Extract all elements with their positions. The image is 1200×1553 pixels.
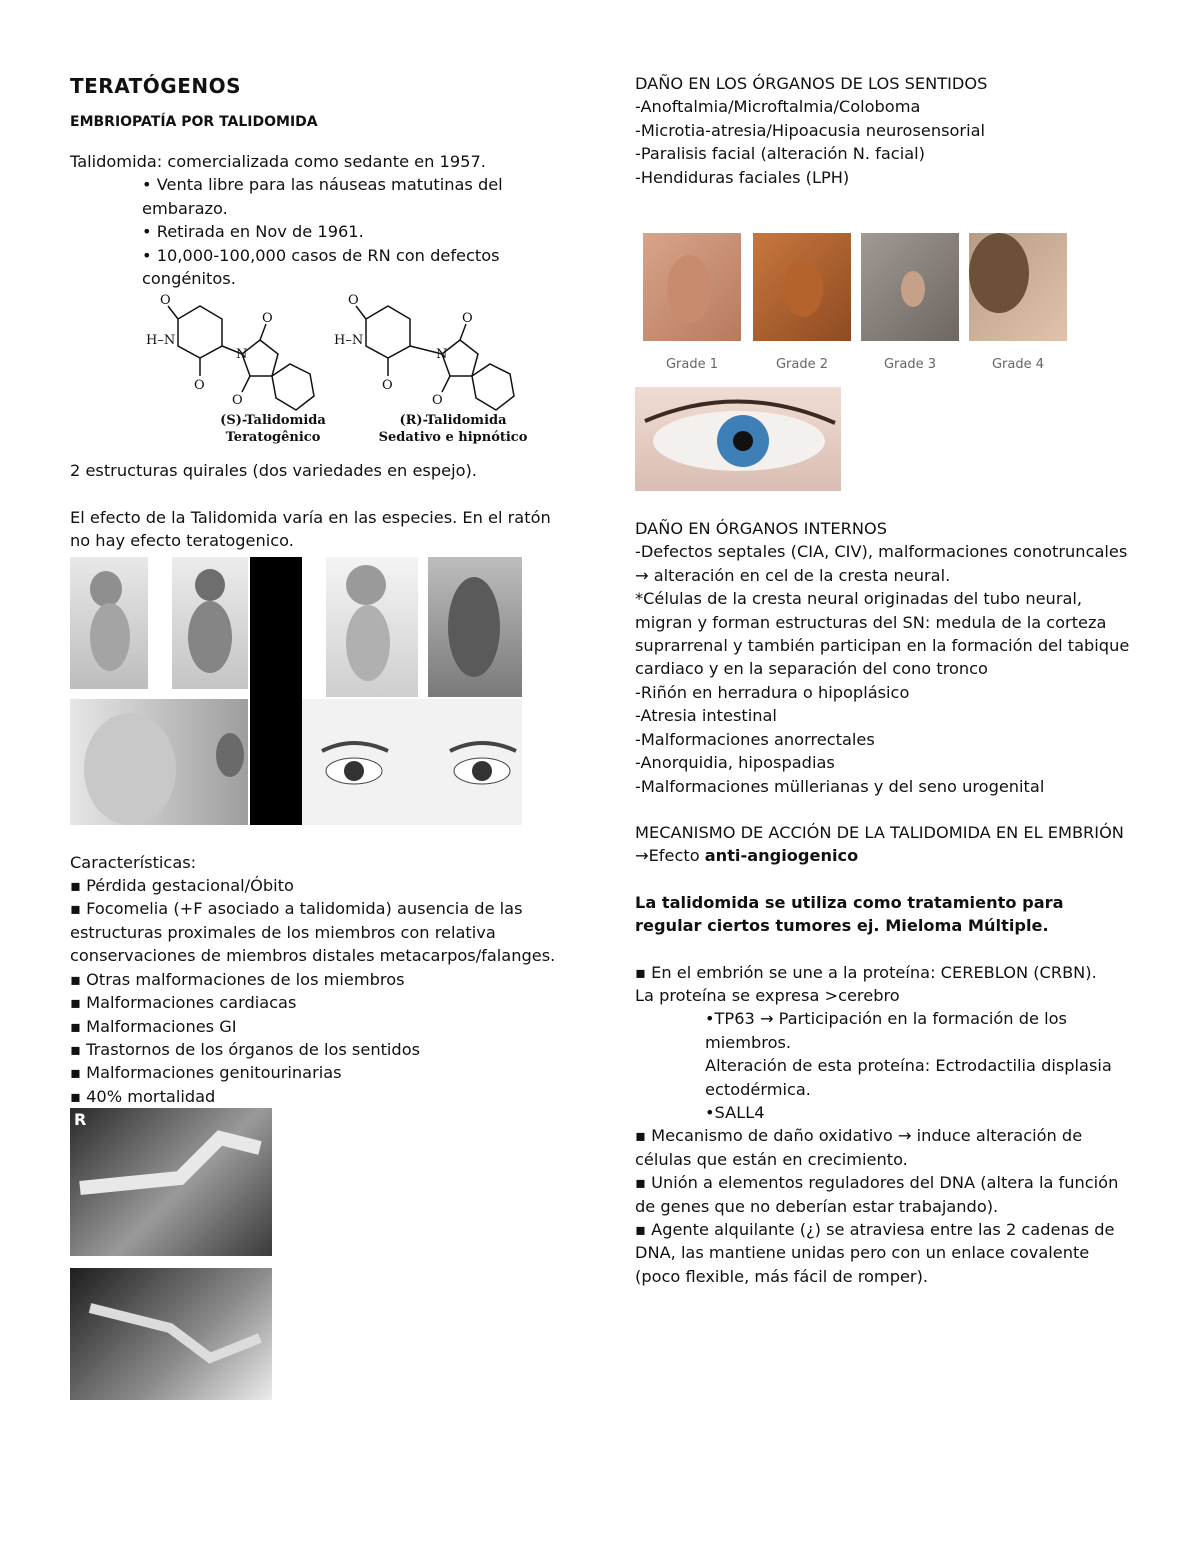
internal-item-mullerianas: -Malformaciones müllerianas y del seno urogenital xyxy=(635,776,1045,796)
mech-oxidative: ▪ Mecanismo de daño oxidativo → induce alteración de células que están en crecimiento. xyxy=(635,1126,1083,1169)
r-oxygen-top-label: O xyxy=(348,294,359,309)
senses-item-1: -Anoftalmia/Microftalmia/Coloboma xyxy=(635,97,921,117)
internal-item-anorrectales: -Malformaciones anorrectales xyxy=(635,729,875,749)
page-title: TERATÓGENOS xyxy=(70,74,241,98)
s-enantiomer-desc: Teratogênico xyxy=(225,430,321,446)
quiral-text: 2 estructuras quirales (dos variedades en espejo). xyxy=(70,461,477,481)
carac-sentidos: ▪ Trastornos de los órganos de los sentidos xyxy=(70,1039,421,1059)
s-nitrogen-label: N xyxy=(236,347,248,363)
section-subtitle: EMBRIOPATÍA POR TALIDOMIDA xyxy=(70,114,318,130)
carac-gi: ▪ Malformaciones GI xyxy=(70,1016,237,1036)
s-oxygen-right-label: O xyxy=(262,311,273,327)
s-oxygen-bottom-label: O xyxy=(194,378,205,394)
r-oxygen-right-label: O xyxy=(462,311,473,327)
microtia-grades-figure xyxy=(635,225,1071,383)
r-hn-label: H–N xyxy=(334,333,364,349)
s-enantiomer-name: (S)-Talidomida xyxy=(220,413,326,429)
ear-grade-3-photo xyxy=(861,233,959,341)
sall4-line: •SALL4 xyxy=(705,1102,765,1122)
coloboma-eye-photo xyxy=(635,387,841,491)
internal-item-cresta: *Células de la cresta neural originadas del tubo neural, migran y forman estructuras del SN: medula de la corteza suprarrenal y también participan en la formación del tabique cardiaco y en la separación del cono tronco xyxy=(635,589,1130,679)
bullet-retirada: • Retirada en Nov de 1961. xyxy=(142,222,364,242)
phocomelia-photo-collage xyxy=(70,557,522,825)
arm-xray-1 xyxy=(70,1108,272,1256)
internal-organs-title: DAÑO EN ÓRGANOS INTERNOS xyxy=(635,519,887,539)
tp63-line: •TP63 → Participación en la formación de los miembros. xyxy=(705,1009,1067,1052)
carac-otras-miembros: ▪ Otras malformaciones de los miembros xyxy=(70,969,405,989)
r-oxygen-lower-label: O xyxy=(432,393,443,409)
infant-photo-1 xyxy=(70,557,148,689)
r-enantiomer-name: (R)-Talidomida xyxy=(399,413,507,429)
carac-mortalidad: ▪ 40% mortalidad xyxy=(70,1086,216,1106)
grade-2-label: Grade 2 xyxy=(775,357,829,373)
intro-text: Talidomida: comercializada como sedante en 1957. xyxy=(70,152,486,171)
mechanism-title: MECANISMO DE ACCIÓN DE LA TALIDOMIDA EN EL EMBRIÓN xyxy=(635,822,1124,842)
internal-item-septales: -Defectos septales (CIA, CIV), malformaciones conotruncales → alteración en cel de la cresta neural. xyxy=(635,542,1128,585)
eyes-photo xyxy=(302,699,522,825)
carac-focomelia: ▪ Focomelia (+F asociado a talidomida) ausencia de las estructuras proximales de los miembros con relativa conservaciones de miembros distales metacarpos/falanges. xyxy=(70,899,556,966)
arm-xray-2 xyxy=(70,1268,272,1400)
s-hn-label: H–N xyxy=(146,333,176,349)
ear-grade-1-photo xyxy=(643,233,741,341)
effect-prefix: →Efecto xyxy=(635,846,705,866)
left-column xyxy=(70,72,560,1400)
bullet-casos: • 10,000-100,000 casos de RN con defectos congénitos. xyxy=(142,245,500,289)
species-effect-text: El efecto de la Talidomida varía en las especies. En el ratón no hay efecto teratogenico. xyxy=(70,507,551,551)
internal-item-rinon: -Riñón en herradura o hipoplásico xyxy=(635,682,910,702)
anti-angiogenic-line xyxy=(635,844,1135,867)
grade-4-label: Grade 4 xyxy=(991,357,1045,373)
s-oxygen-top-label: O xyxy=(160,294,171,309)
crbn-line-2: La proteína se expresa >cerebro xyxy=(635,985,900,1005)
characteristics-title: Características: xyxy=(70,852,197,872)
xray-side-marker: R xyxy=(74,1110,87,1130)
effect-bold: anti-angiogenico xyxy=(704,846,859,866)
infant-xray-photo xyxy=(428,557,522,697)
mech-dna-regulators: ▪ Unión a elementos reguladores del DNA (altera la función de genes que no deberían estar trabajando). xyxy=(635,1173,1119,1216)
treatment-text: La talidomida se utiliza como tratamiento para regular ciertos tumores ej. Mieloma Múltiple. xyxy=(635,892,1064,936)
grade-1-label: Grade 1 xyxy=(665,357,719,373)
senses-item-2: -Microtia-atresia/Hipoacusia neurosensorial xyxy=(635,120,986,140)
ear-grade-4-photo xyxy=(969,233,1067,341)
grade-3-label: Grade 3 xyxy=(883,357,937,373)
r-enantiomer-caption xyxy=(378,412,528,446)
s-enantiomer-caption xyxy=(208,412,338,446)
senses-item-3: -Paralisis facial (alteración N. facial) xyxy=(635,144,925,164)
s-oxygen-lower-label: O xyxy=(232,393,243,409)
ear-grade-2-photo xyxy=(753,233,851,341)
black-separator xyxy=(250,557,302,825)
crbn-line-1: ▪ En el embrión se une a la proteína: CEREBLON (CRBN). xyxy=(635,962,1097,982)
senses-title: DAÑO EN LOS ÓRGANOS DE LOS SENTIDOS xyxy=(635,74,988,93)
infant-photo-2 xyxy=(172,557,248,689)
mech-alkylating: ▪ Agente alquilante (¿) se atraviesa entre las 2 cadenas de DNA, las mantiene unidas pero con un enlace covalente (poco flexible, más fácil de romper). xyxy=(635,1220,1115,1286)
carac-genitourinarias: ▪ Malformaciones genitourinarias xyxy=(70,1063,342,1083)
infant-photo-3 xyxy=(326,557,418,697)
r-oxygen-bottom-label: O xyxy=(382,378,393,394)
internal-item-anorquidia: -Anorquidia, hipospadias xyxy=(635,753,835,773)
thalidomide-structures-figure xyxy=(138,294,528,459)
right-column xyxy=(635,72,1135,1288)
r-nitrogen-label: N xyxy=(436,347,448,363)
carac-cardiacas: ▪ Malformaciones cardiacas xyxy=(70,993,297,1013)
tp63-alteration: Alteración de esta proteína: Ectrodactilia displasia ectodérmica. xyxy=(705,1056,1112,1099)
carac-perdida: ▪ Pérdida gestacional/Óbito xyxy=(70,876,294,896)
senses-item-4: -Hendiduras faciales (LPH) xyxy=(635,167,850,187)
internal-item-atresia: -Atresia intestinal xyxy=(635,706,777,726)
r-enantiomer-desc: Sedativo e hipnótico xyxy=(378,430,528,446)
bullet-venta: • Venta libre para las náuseas matutinas del embarazo. xyxy=(142,175,503,218)
ear-profile-photo xyxy=(70,699,248,825)
